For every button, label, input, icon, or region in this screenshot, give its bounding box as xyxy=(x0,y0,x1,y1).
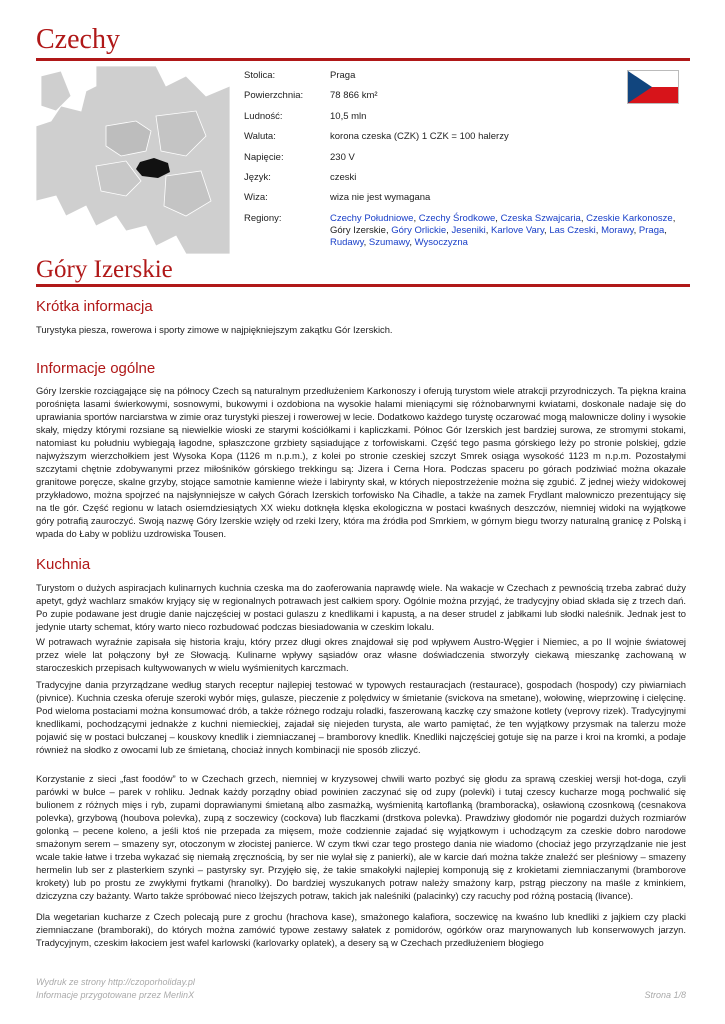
general-info-text: Góry Izerskie rozciągające się na północy Czech są naturalnym przedłużeniem Karkonoszy i oferują turystom wiele atrakcji przyrodniczych. Ta piękna kraina porośnięta lasami świerkowymi, sosnowymi, bukowymi i ozdobiona na wysokie halami mieniącymi się różnobarwnymi kwiatami, doskonale nadaje się do uprawiania sportów narciarstwa w zimie oraz turystyki pieszej i rowerowej w lecie. Dodatkowo każdego turystę oczarować mogą malownicze doliny i wysokie skały, między którymi rozsiane są niewielkie wioski ze starymi kościółkami i kapliczkami. Północ Gór Izerskich jest bardziej surowa, ze stromymi stokami, natomiast ku południu wybiegają łagodne, spłaszczone grzbiety sąsiadujące z torfowiskami. Część tego pasma górskiego leży po stronie polskiej, gdzie najwyższym wierzchołkiem jest Wysoka Kopa (1126 m n.p.m.), z kolei po stronie czeskiej szczyt Smrek osiąga wysokość 1123 m n.p.m. Pozostałymi szczytami chętnie zdobywanymi przez miłośników górskiego trekkingu są: Jizera i Cerna Hora. Podczas spaceru po górach podziwiać można okazałe granitowe poręcze, skalne grzyby, stojące samotnie kamienne wieże i labirynty skał, w których niepostrzeżenie można się zgubić. Z jednej wieży widokowej przykładowo, można spojrzeć na najsłynniejsze w całych Górach Izerskich torfowisko Na Cihadle, a także na zamek Frydlant malowniczo prezentujący się na tle gór. Część regionu w latach osiemdziesiątych XX wieku dotknęła klęska ekologiczna w postaci kwaśnych deszczów, niemniej widoki na wyjątkowe góry potrafią zauroczyć. Swoją nazwę Góry Izerskie wzięły od rzeki Izery, która ma źródła pod Smrkiem, w górnym biegu tworzy naturalną granicę z Polską i wpada do Łaby w pobliżu uzdrowiska Tousen. xyxy=(36,385,686,539)
info-value: 10,5 mln xyxy=(330,110,367,122)
kitchen-heading: Kuchnia xyxy=(36,556,91,573)
region-link[interactable]: Jeseniki xyxy=(451,224,486,236)
info-row xyxy=(244,90,690,102)
info-row xyxy=(244,131,690,143)
general-info-heading: Informacje ogólne xyxy=(36,360,156,377)
region-link[interactable]: Wysoczyzna xyxy=(414,236,468,248)
info-key: Język: xyxy=(244,171,271,183)
kitchen-paragraph: Turystom o dużych aspiracjach kulinarnych kuchnia czeska ma do zaoferowania naprawdę wiele. Na wakacje w Czechach z pewnością trzeba zabrać duży apetyt, gdyż wachlarz smaków kryjący się w regionalnych potrawach jest całkiem spory. Ogólnie można przyjąć, że tradycyjny obiad składa się z trzech dań. Po zupie podawane jest drugie danie najczęściej w postaci gulaszu z knedlikami i kapustą, a na deser strudel z jabłkami lub słodki naleśnik. Jednak jest to jedynie utarty schemat, który warto nieco rozbudować podczas biesiadowania w czeskim lokalu. xyxy=(36,582,686,632)
info-value: Praga xyxy=(330,70,356,81)
region-title: Góry Izerskie xyxy=(36,256,173,283)
info-row xyxy=(244,70,690,82)
info-value: 78 866 km² xyxy=(330,90,378,102)
regions-list: Czechy Południowe, Czechy Środkowe, Czeska Szwajcaria, Czeskie Karkonosze, Góry Izerskie, Góry Orlickie, Jeseniki, Karlove Vary, Las Czeski, Morawy, Praga, Rudawy, Szumawy, Wysoczyzna xyxy=(330,212,676,248)
footer-source: Wydruk ze strony http://czoporholiday.pl xyxy=(36,977,195,987)
info-key: Powierzchnia: xyxy=(244,90,304,102)
regions-key: Regiony: xyxy=(244,212,282,224)
short-info-heading: Krótka informacja xyxy=(36,298,153,315)
title-rule xyxy=(36,58,690,61)
czech-flag-icon xyxy=(627,70,679,104)
info-key: Ludność: xyxy=(244,110,283,122)
region-link[interactable]: Morawy xyxy=(601,224,634,236)
kitchen-paragraph: Korzystanie z sieci „fast foodów” to w Czechach grzech, niemniej w kryzysowej chwili warto pozbyć się głodu za sprawą czeskiej wersji hot-doga, czyli parówki w bułce – parek v rohliku. Jednak każdy porządny obiad powinien zaczynać się od zupy (polevki) i tutaj czescy kucharze mogą pochwalić się bulionem z różnych mięs i ryb, zupami doprawianymi śmietaną albo zasmażką, wyśmienitą kartoflanką (bramboracka), osławioną czosnkową (cesnakova polevka), grzybową (houbova polevka), zupą z soczewicy (cockova) lub flaczkami (drstkova polevka). Prawdziwy głodomór nie pogardzi dużych rozmiarów golonką – pecene koleno, a jeśli ktoś nie przepada za mięsem, może codziennie zajadać się wyjątkowym i uchodzącym za czeskie dobro narodowe smażonym serem – smazeny syr, otoczonym w złocistej panierce. W czym tkwi czar tego prostego dania nie wiadomo (chociaż jego przyrządzanie nie jest wcale takie łatwe i trzeba wykazać się niemałą zręcznością, by ser nie wylał się z panierki), ale w karcie dań można także znaleźć ser pleśniowy – smazeny hermelin lub ser z plasterkiem szynki – pastyrsky syr. Przyjęło się, że takie smakołyki najlepiej komponują się z krokietami ziemniaczanymi (bramborove krokety) lub po prostu ze zwykłymi frytkami (hranolky). Do bardziej wyszukanych potraw należy smażony karp, pstrąg pieczony na maśle z kminkiem, dziczyzna czy bażanty. Warto także spróbować nieco lżejszych potraw, takich jak naleśniki (palacinky) czy racuchy pod różną postacią (livance). xyxy=(36,773,686,901)
region-link[interactable]: Rudawy xyxy=(330,236,364,248)
info-key: Wiza: xyxy=(244,192,268,204)
info-value: czeski xyxy=(330,171,357,183)
short-info-text: Turystyka piesza, rowerowa i sporty zimowe w najpiękniejszym zakątku Gór Izerskich. xyxy=(36,324,393,335)
info-row xyxy=(244,111,690,123)
info-key: Waluta: xyxy=(244,131,276,143)
info-key: Stolica: xyxy=(244,70,276,81)
info-key: Napięcie: xyxy=(244,151,284,163)
region-link[interactable]: Szumawy xyxy=(368,236,410,248)
info-value: 230 V xyxy=(330,151,355,163)
kitchen-paragraph: Dla wegetarian kucharze z Czech polecają pure z grochu (hrachova kase), smażonego kalafiora, soczewicę na kwaśno lub knedliki z jajkiem czy placki ziemniaczane (bramboraki), do których można zamówić typowe zestawy sałatek z pomidorów, ogórków oraz marynowanych lub konserwowych jarzyn. Tradycyjnym, czeskim łakociem jest wafel karlowski (karlovarky oplatek), a desery są w Czechach przedłużeniem błogiego xyxy=(36,911,686,948)
page-number: Strona 1/8 xyxy=(644,990,686,1000)
europe-map-icon xyxy=(36,66,230,254)
kitchen-paragraph: W potrawach wyraźnie zapisała się historia kraju, który przez długi okres znajdował się pod wpływem Austro-Węgier i Niemiec, a po II wojnie światowej przez wiele lat połączony był ze Słowacją. Kulinarne wpływy sąsiadów oraz własne doświadczenia stworzyły ciekawą mieszankę zachowaną w staroczeskich przepisach kultywowanych w wielu wyśmienitych karczmach. xyxy=(36,636,686,673)
region-link[interactable]: Karlove Vary xyxy=(491,224,545,236)
footer-credit: Informacje przygotowane przez MerlinX xyxy=(36,990,195,1000)
region-link[interactable]: Las Czeski xyxy=(549,224,596,236)
regions-row xyxy=(244,213,690,249)
region-link[interactable]: Praga xyxy=(638,224,665,236)
info-row xyxy=(244,152,690,164)
info-value: wiza nie jest wymagana xyxy=(330,192,431,204)
region-link[interactable]: Czeskie Karkonosze xyxy=(586,212,673,224)
region-link[interactable]: Czechy Środkowe xyxy=(418,212,496,224)
region-link[interactable]: Czeska Szwajcaria xyxy=(500,212,581,224)
info-row xyxy=(244,172,690,184)
kitchen-paragraph: Tradycyjne dania przyrządzane według starych receptur najlepiej testować w typowych restauracjach (restaurace), gospodach (hospody) czy piwiarniach (pivnice). Kuchnia czeska oferuje szeroki wybór mięs, gulasze, pieczenie z polędwicy w śmietanie (svickova na smetane), wołowinę, wieprzowinę i cielęcinę. Pod wieloma postaciami można konsumować drób, a także różnego rodzaju roladki, faszerowaną kaczkę czy smażone kotlety (veprovy rizek). Tradycyjnymi knedlikami, pochodzącymi jednakże z kuchni niemieckiej, zajadał się niejeden turysta, ale warto pamiętać, że ten wyjątkowy przysmak na talerzu może pojawić się w postaci bułczanej – kouskovy knedlik i ziemniaczanej – bramborovy knedlik. Knedliki najczęściej gotuje się na parze i kroi na kromki, a podaje również na słodko z owocami lub ze śmietaną, chociaż innych kombinacji nie sposób zliczyć. xyxy=(36,679,686,755)
region-rule xyxy=(36,284,690,287)
footer xyxy=(36,976,686,1002)
region-link[interactable]: Czechy Południowe xyxy=(330,212,414,224)
region-link[interactable]: Góry Orlickie xyxy=(391,224,447,236)
info-value: korona czeska (CZK) 1 CZK = 100 halerzy xyxy=(330,131,509,143)
info-row xyxy=(244,192,690,204)
region-current: Góry Izerskie xyxy=(330,224,386,236)
country-info-table xyxy=(244,70,690,257)
country-title: Czechy xyxy=(36,24,120,55)
